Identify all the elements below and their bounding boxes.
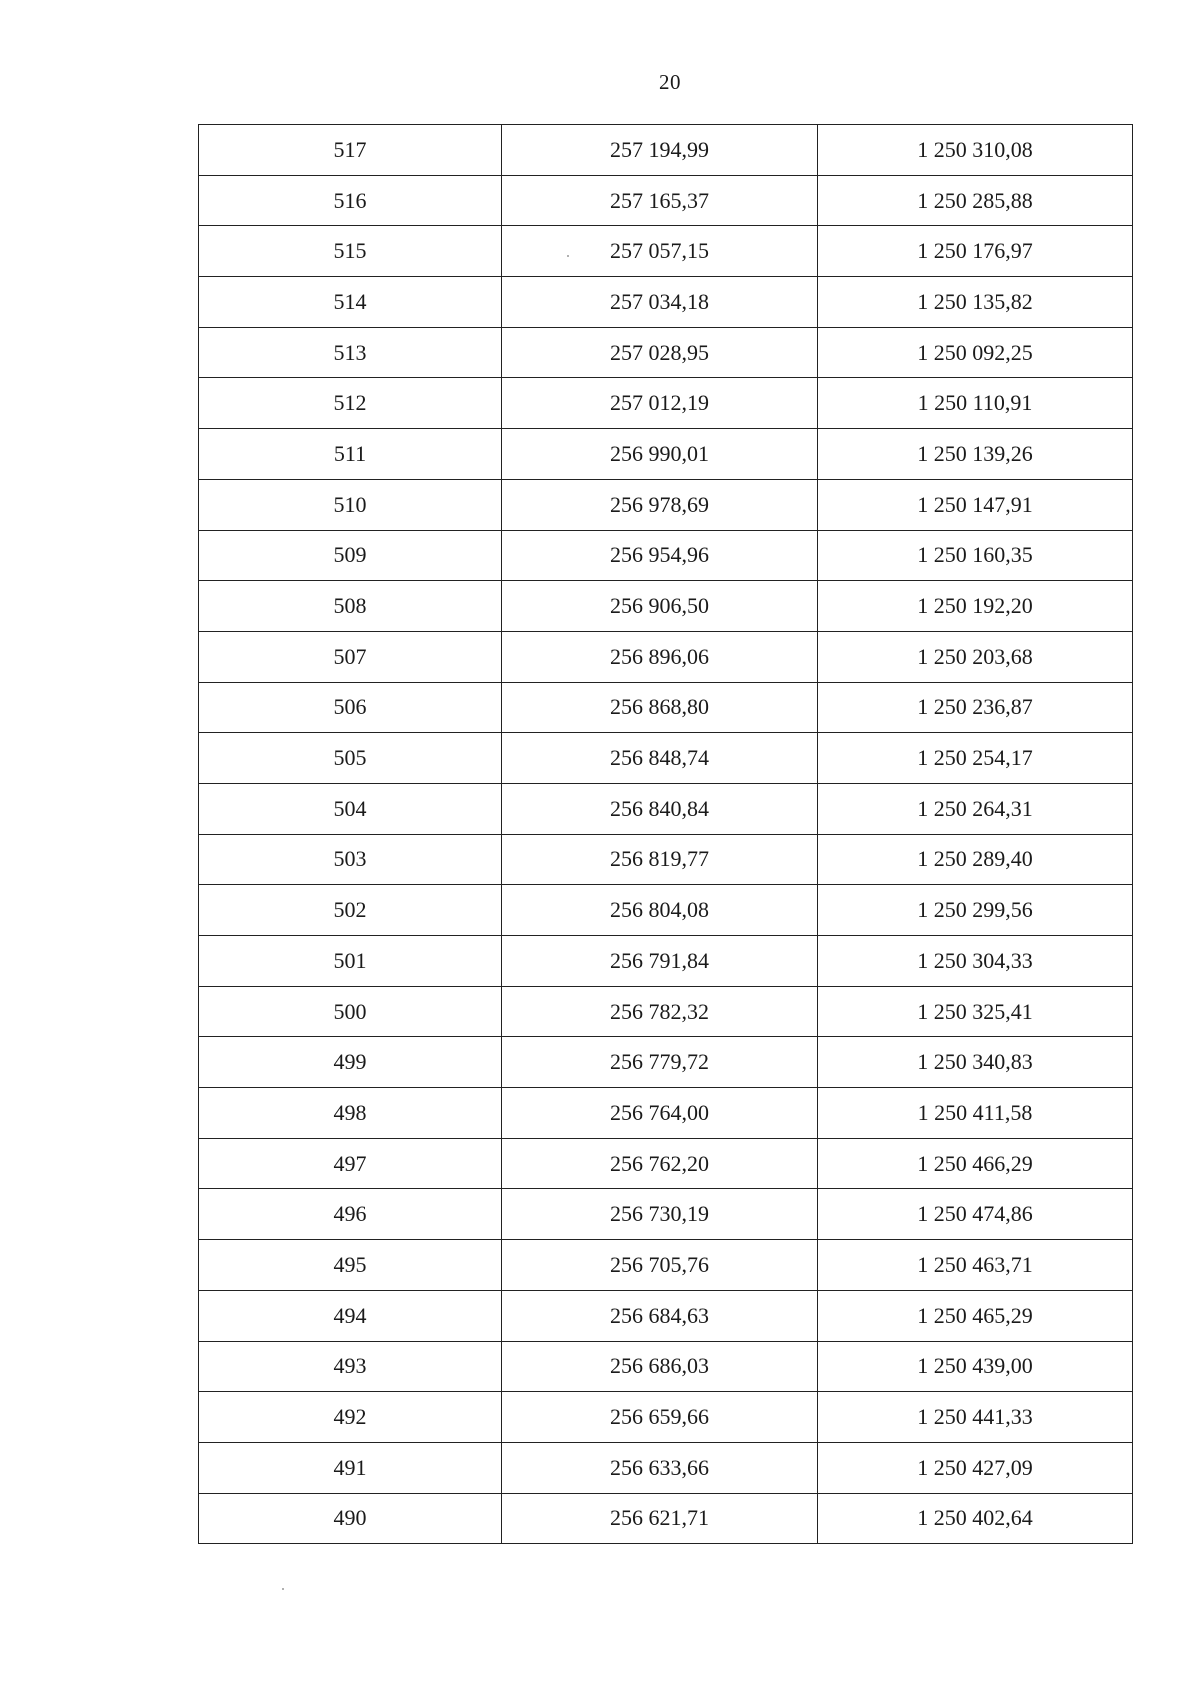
- cell-x-coordinate: 256 819,77: [502, 834, 818, 885]
- cell-y-coordinate: 1 250 465,29: [818, 1290, 1133, 1341]
- cell-point-number: 515: [199, 226, 502, 277]
- cell-y-coordinate: 1 250 092,25: [818, 327, 1133, 378]
- cell-point-number: 497: [199, 1138, 502, 1189]
- cell-x-coordinate: 256 730,19: [502, 1189, 818, 1240]
- cell-point-number: 494: [199, 1290, 502, 1341]
- table-row: [199, 125, 1133, 176]
- cell-y-coordinate: 1 250 427,09: [818, 1442, 1133, 1493]
- table-row: [199, 1392, 1133, 1443]
- table-row: [199, 581, 1133, 632]
- scan-speck: [282, 1588, 284, 1590]
- cell-x-coordinate: 256 659,66: [502, 1392, 818, 1443]
- cell-y-coordinate: 1 250 310,08: [818, 125, 1133, 176]
- cell-x-coordinate: 256 782,32: [502, 986, 818, 1037]
- cell-x-coordinate: 256 848,74: [502, 733, 818, 784]
- cell-y-coordinate: 1 250 466,29: [818, 1138, 1133, 1189]
- cell-point-number: 490: [199, 1493, 502, 1544]
- table-row: [199, 834, 1133, 885]
- cell-y-coordinate: 1 250 439,00: [818, 1341, 1133, 1392]
- cell-point-number: 507: [199, 631, 502, 682]
- cell-x-coordinate: 257 194,99: [502, 125, 818, 176]
- cell-point-number: 512: [199, 378, 502, 429]
- table-row: [199, 1240, 1133, 1291]
- table-row: [199, 479, 1133, 530]
- cell-x-coordinate: 256 906,50: [502, 581, 818, 632]
- cell-point-number: 491: [199, 1442, 502, 1493]
- cell-x-coordinate: 256 762,20: [502, 1138, 818, 1189]
- cell-x-coordinate: 257 165,37: [502, 175, 818, 226]
- cell-y-coordinate: 1 250 160,35: [818, 530, 1133, 581]
- cell-point-number: 499: [199, 1037, 502, 1088]
- cell-y-coordinate: 1 250 147,91: [818, 479, 1133, 530]
- table-row: [199, 327, 1133, 378]
- table-row: [199, 175, 1133, 226]
- cell-y-coordinate: 1 250 402,64: [818, 1493, 1133, 1544]
- cell-y-coordinate: 1 250 304,33: [818, 936, 1133, 987]
- cell-point-number: 514: [199, 277, 502, 328]
- cell-y-coordinate: 1 250 441,33: [818, 1392, 1133, 1443]
- cell-y-coordinate: 1 250 236,87: [818, 682, 1133, 733]
- cell-x-coordinate: 256 621,71: [502, 1493, 818, 1544]
- table-body: [199, 125, 1133, 1544]
- cell-y-coordinate: 1 250 139,26: [818, 429, 1133, 480]
- table-row: [199, 530, 1133, 581]
- table-row: [199, 783, 1133, 834]
- cell-point-number: 493: [199, 1341, 502, 1392]
- table-row: [199, 378, 1133, 429]
- table-row: [199, 1341, 1133, 1392]
- cell-y-coordinate: 1 250 203,68: [818, 631, 1133, 682]
- cell-point-number: 509: [199, 530, 502, 581]
- cell-x-coordinate: 256 779,72: [502, 1037, 818, 1088]
- cell-point-number: 506: [199, 682, 502, 733]
- cell-y-coordinate: 1 250 135,82: [818, 277, 1133, 328]
- cell-y-coordinate: 1 250 340,83: [818, 1037, 1133, 1088]
- cell-x-coordinate: 256 633,66: [502, 1442, 818, 1493]
- cell-y-coordinate: 1 250 264,31: [818, 783, 1133, 834]
- cell-point-number: 496: [199, 1189, 502, 1240]
- cell-y-coordinate: 1 250 411,58: [818, 1088, 1133, 1139]
- table-row: [199, 885, 1133, 936]
- table-row: [199, 277, 1133, 328]
- cell-y-coordinate: 1 250 285,88: [818, 175, 1133, 226]
- table-row: [199, 733, 1133, 784]
- cell-point-number: 502: [199, 885, 502, 936]
- cell-y-coordinate: 1 250 463,71: [818, 1240, 1133, 1291]
- table-row: [199, 1493, 1133, 1544]
- cell-point-number: 516: [199, 175, 502, 226]
- cell-x-coordinate: 256 990,01: [502, 429, 818, 480]
- cell-point-number: 517: [199, 125, 502, 176]
- cell-y-coordinate: 1 250 289,40: [818, 834, 1133, 885]
- coordinates-table: [198, 124, 1133, 1544]
- cell-x-coordinate: 257 034,18: [502, 277, 818, 328]
- cell-point-number: 503: [199, 834, 502, 885]
- cell-x-coordinate: 256 764,00: [502, 1088, 818, 1139]
- table-row: [199, 1037, 1133, 1088]
- cell-y-coordinate: 1 250 176,97: [818, 226, 1133, 277]
- table-row: [199, 631, 1133, 682]
- cell-point-number: 495: [199, 1240, 502, 1291]
- cell-x-coordinate: 256 978,69: [502, 479, 818, 530]
- cell-point-number: 498: [199, 1088, 502, 1139]
- cell-y-coordinate: 1 250 474,86: [818, 1189, 1133, 1240]
- cell-point-number: 504: [199, 783, 502, 834]
- table-row: [199, 986, 1133, 1037]
- cell-x-coordinate: 257 012,19: [502, 378, 818, 429]
- cell-x-coordinate: 256 840,84: [502, 783, 818, 834]
- table-row: [199, 1189, 1133, 1240]
- cell-point-number: 492: [199, 1392, 502, 1443]
- cell-x-coordinate: 256 684,63: [502, 1290, 818, 1341]
- cell-x-coordinate: 256 954,96: [502, 530, 818, 581]
- table-row: [199, 682, 1133, 733]
- table-row: [199, 1088, 1133, 1139]
- cell-point-number: 511: [199, 429, 502, 480]
- cell-y-coordinate: 1 250 254,17: [818, 733, 1133, 784]
- cell-x-coordinate: 256 791,84: [502, 936, 818, 987]
- table-row: [199, 226, 1133, 277]
- page-number: 20: [659, 70, 681, 94]
- cell-point-number: 501: [199, 936, 502, 987]
- cell-point-number: 510: [199, 479, 502, 530]
- cell-y-coordinate: 1 250 110,91: [818, 378, 1133, 429]
- table-row: [199, 1138, 1133, 1189]
- table-row: [199, 1442, 1133, 1493]
- cell-x-coordinate: 256 686,03: [502, 1341, 818, 1392]
- cell-point-number: 513: [199, 327, 502, 378]
- table-row: [199, 429, 1133, 480]
- scan-speck: [567, 255, 569, 257]
- cell-x-coordinate: 256 705,76: [502, 1240, 818, 1291]
- cell-y-coordinate: 1 250 299,56: [818, 885, 1133, 936]
- cell-x-coordinate: 257 057,15: [502, 226, 818, 277]
- cell-point-number: 508: [199, 581, 502, 632]
- cell-point-number: 505: [199, 733, 502, 784]
- cell-x-coordinate: 256 896,06: [502, 631, 818, 682]
- cell-x-coordinate: 256 868,80: [502, 682, 818, 733]
- cell-point-number: 500: [199, 986, 502, 1037]
- cell-x-coordinate: 257 028,95: [502, 327, 818, 378]
- table-row: [199, 1290, 1133, 1341]
- cell-y-coordinate: 1 250 325,41: [818, 986, 1133, 1037]
- cell-y-coordinate: 1 250 192,20: [818, 581, 1133, 632]
- table-row: [199, 936, 1133, 987]
- cell-x-coordinate: 256 804,08: [502, 885, 818, 936]
